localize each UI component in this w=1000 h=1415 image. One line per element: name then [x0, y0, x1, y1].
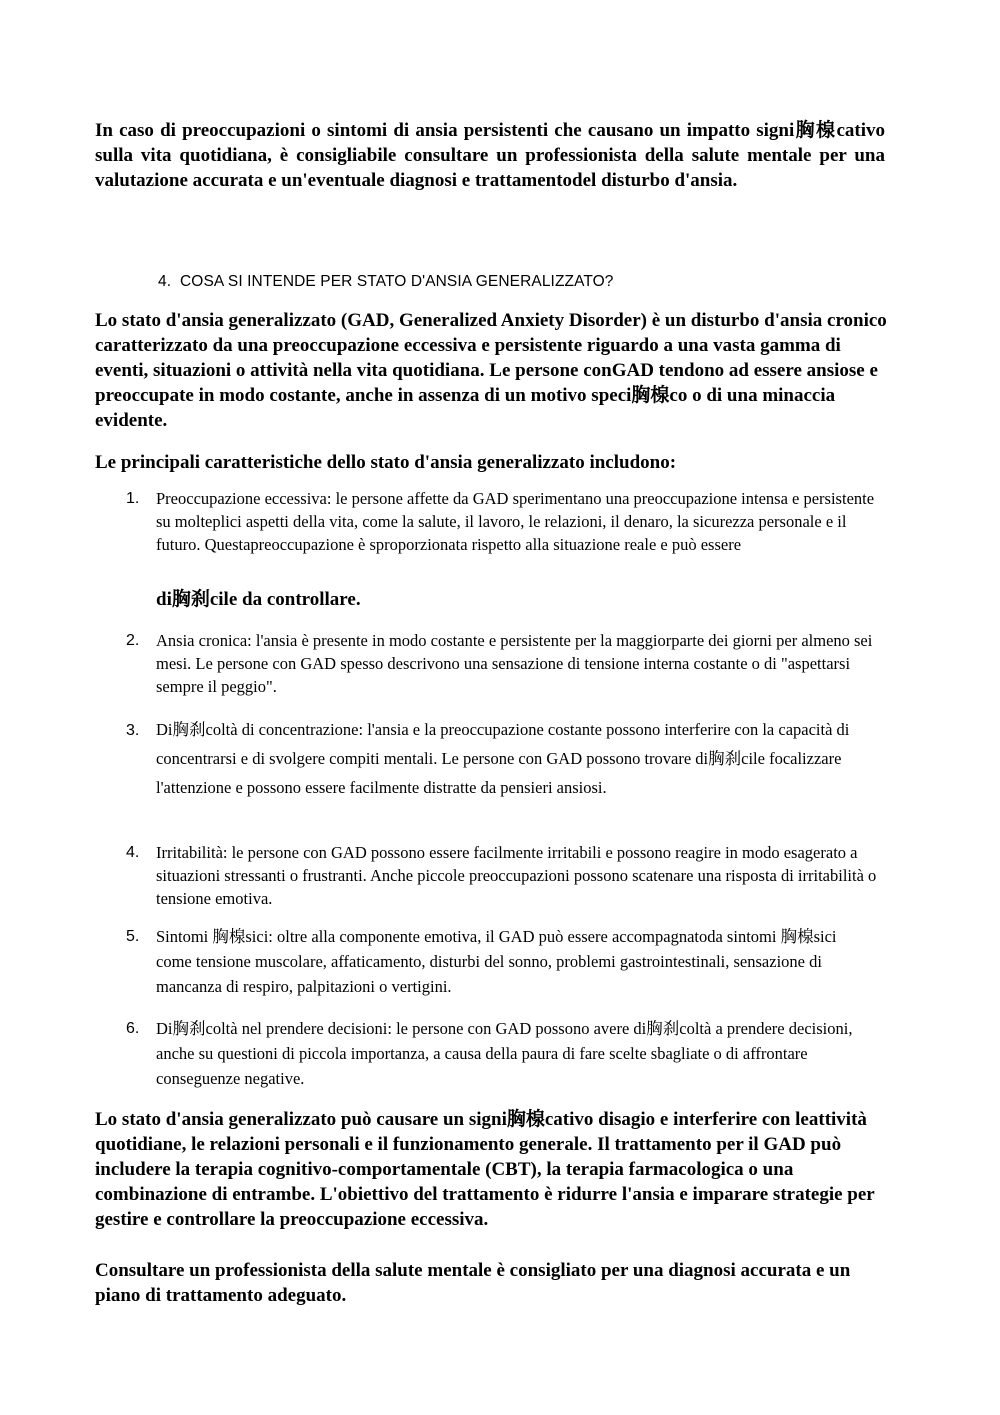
list-marker: 3. [126, 722, 140, 739]
list-item-text: Ansia cronica: l'ansia è presente in modo costante e persistente per la maggiorparte dei giorni per almeno sei mesi. Le persone con GAD spesso descrivono una sensazione di tensione interna costante o di "aspettarsi sempre il peggio". [156, 631, 873, 696]
list-item [126, 925, 896, 1003]
definition-paragraph: Lo stato d'ansia generalizzato (GAD, Generalized Anxiety Disorder) è un disturbo d'ansia cronico caratterizzato da una preoccupazione eccessiva e persistente riguardo a una vasta gamma di eventi, situazioni o attività nella vita quotidiana. Le persone conGAD tendono ad essere ansiose e preoccupate in modo costante, anche in assenza di un motivo speci胸楾co o di una minaccia evidente. [95, 310, 887, 431]
list-item-text: Sintomi 胸楾sici: oltre alla componente emotiva, il GAD può essere accompagnatoda sintomi 胸楾sici come tensione muscolare, affaticamento, disturbi del sonno, problemi gastrointestinali, sensazione di mancanza di respiro, palpitazioni o vertigini. [156, 927, 837, 996]
list-item [126, 841, 896, 913]
list-item [126, 487, 896, 587]
list-item [126, 1017, 896, 1097]
list-marker: 5. [126, 928, 140, 945]
section-heading [158, 271, 614, 293]
list-marker: 6. [126, 1020, 140, 1037]
list-item [126, 719, 896, 831]
section-heading-number: 4. [158, 273, 172, 290]
list-marker: 2. [126, 632, 140, 649]
list-marker: 1. [126, 490, 140, 507]
final-paragraph: Consultare un professionista della salute mentale è consigliato per una diagnosi accurata e un piano di trattamento adeguato. [95, 1260, 851, 1306]
list-item [126, 629, 896, 701]
list-item-text: Di胸刹coltà di concentrazione: l'ansia e la preoccupazione costante possono interferire con la capacità di concentrarsi e di svolgere compiti mentali. Le persone con GAD possono trovare di胸刹cile focalizzare l'attenzione e possono essere facilmente distratte da pensieri ansiosi. [156, 720, 850, 797]
intro-paragraph: In caso di preoccupazioni o sintomi di ansia persistenti che causano un impatto signi胸楾cativo sulla vita quotidiana, è consigliabile consultare un professionista della salute mentale per una valutazione accurata e un'eventuale diagnosi e trattamentodel disturbo d'ansia. [95, 120, 885, 191]
list-item-text: Irritabilità: le persone con GAD possono essere facilmente irritabili e possono reagire in modo esagerato a situazioni stressanti o frustranti. Anche piccole preoccupazioni possono scatenare una risposta di irritabilità o tensione emotiva. [156, 843, 877, 908]
list-item-text: Di胸刹coltà nel prendere decisioni: le persone con GAD possono avere di胸刹coltà a prendere decisioni, anche su questioni di piccola importanza, a causa della paura di fare scelte sbagliate o di affrontare conseguenze negative. [156, 1019, 853, 1088]
list-item-bold-tail: di胸刹cile da controllare. [156, 589, 361, 610]
section-heading-text: COSA SI INTENDE PER STATO D'ANSIA GENERALIZZATO? [180, 273, 614, 290]
list-intro: Le principali caratteristiche dello stato d'ansia generalizzato includono: [95, 452, 677, 473]
list-marker: 4. [126, 844, 140, 861]
closing-paragraph: Lo stato d'ansia generalizzato può causare un signi胸楾cativo disagio e interferire con leattività quotidiane, le relazioni personali e il funzionamento generale. Il trattamento per il GAD può includere la terapia cognitivo-comportamentale (CBT), la terapia farmacologica o una combinazione di entrambe. L'obiettivo del trattamento è ridurre l'ansia e imparare strategie per gestire e controllare la preoccupazione eccessiva. [95, 1109, 875, 1230]
list-item-text: Preoccupazione eccessiva: le persone affette da GAD sperimentano una preoccupazione intensa e persistente su molteplici aspetti della vita, come la salute, il lavoro, le relazioni, il denaro, la sicurezza personale e il futuro. Questapreoccupazione è sproporzionata rispetto alla situazione reale e può essere [156, 489, 875, 554]
